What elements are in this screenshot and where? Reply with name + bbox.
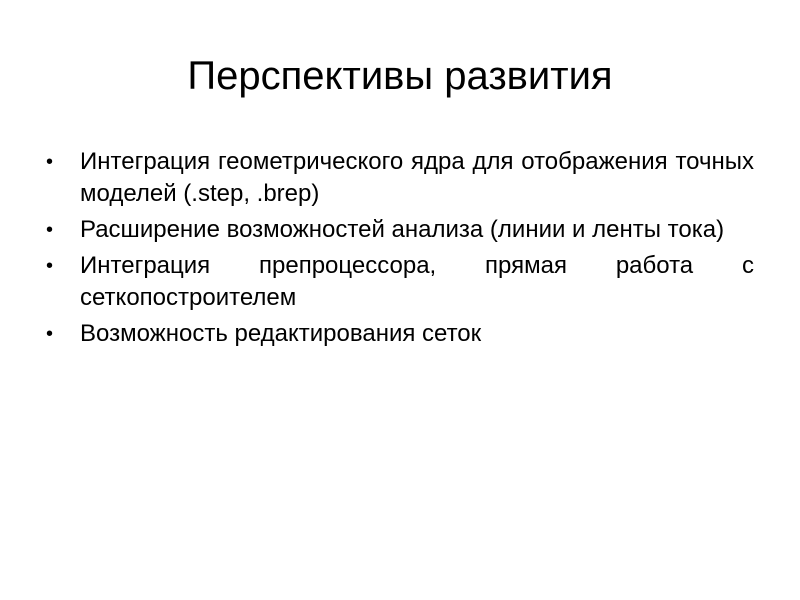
bullet-item [40,318,754,350]
bullet-dot-icon: • [46,323,54,345]
bullet-item [40,146,754,210]
bullet-text: Расширение возможностей анализа (линии и ленты тока) [80,216,725,243]
bullet-text: Интеграция препроцессора, прямая работа с сеткопостроителем [80,252,754,311]
bullet-dot-icon: • [46,255,54,277]
bullet-item [40,250,754,314]
slide-title: Перспективы развития [187,54,613,98]
bullet-text: Интеграция геометрического ядра для отображения точных моделей (.step, .brep) [80,148,754,207]
bullet-dot-icon: • [46,151,54,173]
bullet-item [40,214,754,246]
bullet-list [40,146,754,354]
bullet-dot-icon: • [46,219,54,241]
bullet-text: Возможность редактирования сеток [80,320,482,347]
